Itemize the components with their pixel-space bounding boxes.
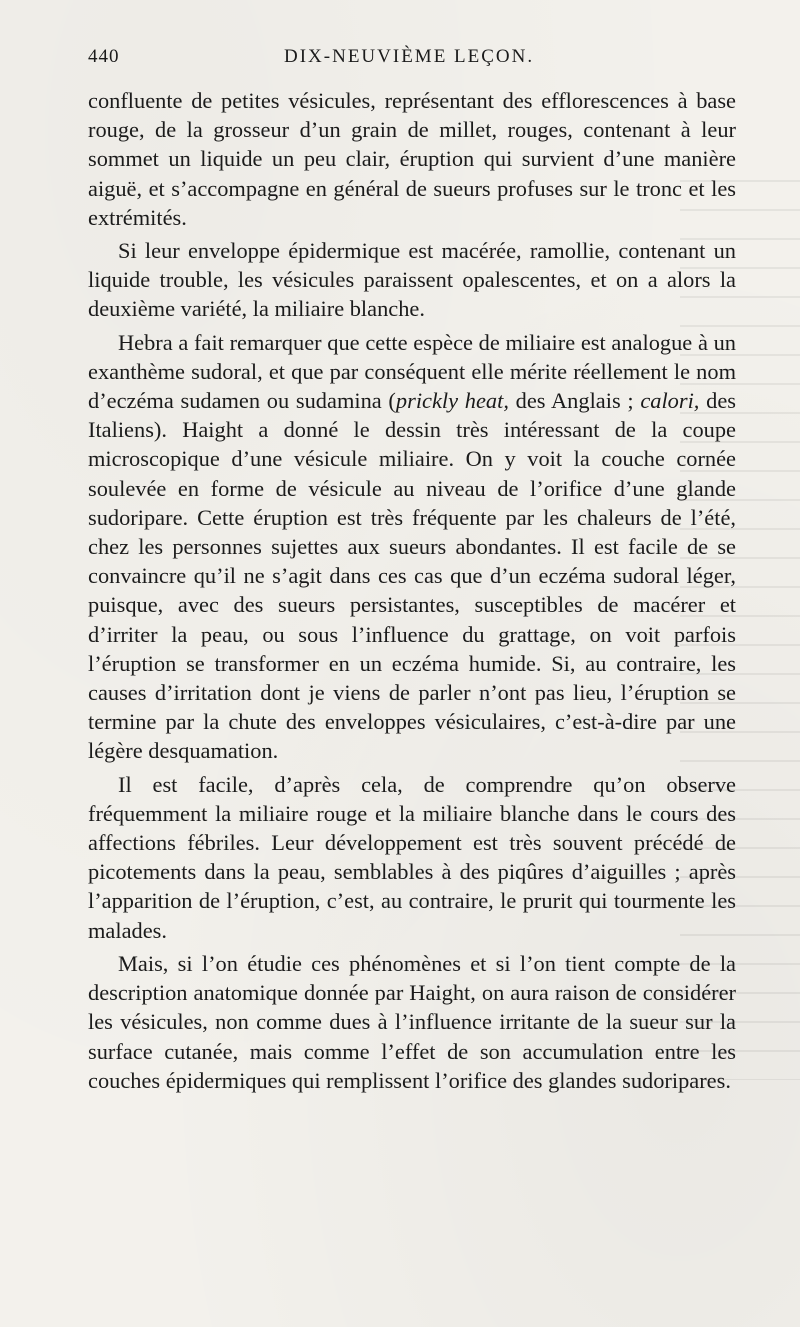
text-run: Mais, si l’on étudie ces phénomènes et si l’on tient compte de la description anatomique donnée par Haight, on aura raison de considérer les vésicules, non comme dues à l’influence irritante de la sueur sur la surface cutanée, mais comme l’effet de son accumulation entre les couches épidermiques qui remplissent l’orifice des glandes sudoripares. bbox=[88, 950, 736, 1093]
running-title: DIX-NEUVIÈME LEÇON. bbox=[284, 46, 535, 67]
text-run: Si leur enveloppe épidermique est macérée, ramollie, contenant un liquide trouble, les vésicules paraissent opalescentes, et on a alors la deuxième variété, la miliaire blanche. bbox=[88, 238, 736, 322]
body-text bbox=[88, 86, 736, 1099]
paragraph-3 bbox=[88, 328, 736, 766]
paragraph-4 bbox=[88, 770, 736, 945]
italic-text: calori, bbox=[640, 388, 700, 414]
text-run: Il est facile, d’après cela, de comprendre qu’on observe fréquemment la miliaire rouge et la miliaire blanche dans le cours des affections fébriles. Leur développement est très souvent précédé de picotements dans la peau, semblables à des piqûres d’aiguilles ; après l’apparition de l’éruption, c’est, au contraire, le prurit qui tourmente les malades. bbox=[88, 771, 736, 943]
paragraph-1 bbox=[88, 86, 736, 232]
paragraph-2 bbox=[88, 236, 736, 324]
text-run: des Italiens). Haight a donné le dessin très intéressant de la coupe microscopique d’une vésicule miliaire. On y voit la couche cornée soulevée en forme de vésicule au niveau de l’orifice d’une glande sudoripare. Cette éruption est très fréquente par les chaleurs de l’été, chez les personnes sujettes aux sueurs abondantes. Il est facile de se convaincre qu’il ne s’agit dans ces cas que d’un eczéma sudoral léger, puisque, avec des sueurs persistantes, susceptibles de macérer et d’irriter la peau, ou sous l’influence du grattage, on voit parfois l’éruption se transformer en un eczéma humide. Si, au contraire, les causes d’irritation dont je viens de parler n’ont pas lieu, l’éruption se termine par la chute des enveloppes vésiculaires, c’est-à-dire par une légère desquamation. bbox=[88, 388, 736, 764]
paragraph-5 bbox=[88, 949, 736, 1095]
text-run: Hebra a fait remarquer que cette espèce de miliaire est analogue à un exanthème sudoral, et que par conséquent elle mérite réellement le nom d’eczéma sudamen ou sudamina ( bbox=[88, 329, 736, 414]
italic-text: prickly heat, bbox=[395, 388, 509, 414]
text-run: confluente de petites vésicules, représentant des efflorescences à base rouge, de la grosseur d’un grain de millet, rouges, contenant à leur sommet un liquide un peu clair, éruption qui survient d’une manière aiguë, et s’accompagne en général de sueurs profuses sur le tronc et les extrémités. bbox=[88, 88, 736, 230]
text-run: des Anglais ; bbox=[508, 388, 641, 414]
page-header bbox=[88, 46, 736, 74]
page-number: 440 bbox=[88, 46, 120, 67]
